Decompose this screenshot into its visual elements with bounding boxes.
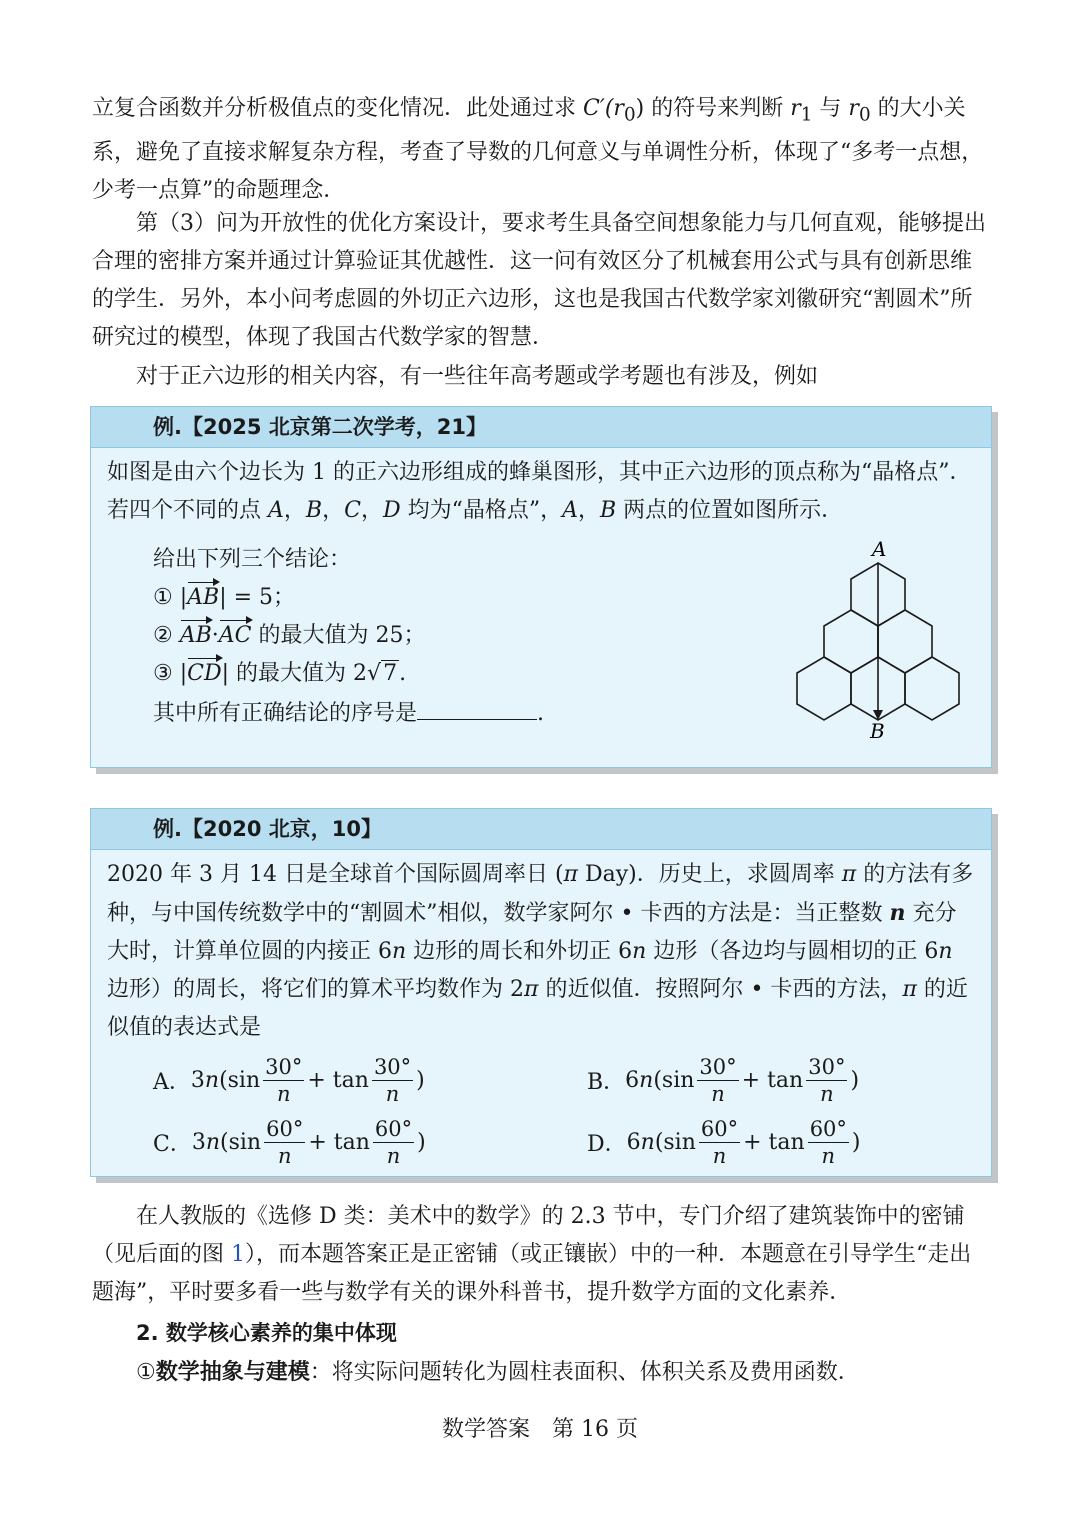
intro-paragraph-3: 对于正六边形的相关内容，有一些往年高考题或学考题也有涉及，例如 [136,364,819,389]
option-c[interactable]: C． 3 n (sin $\frac{60^\circ}{n}$ + tan $\frac{60^\circ}{n}$ ) [153,1116,426,1168]
example-2-statement: 2020 年 3 月 14 日是全球首个国际圆周率日 (π Day)．历史上，求圆周率 π 的方法有多种，与中国传统数学中的“割圆术”相似，数学家阿尔 • 卡西的方法是：当正整数 n 充分大时，计算单位圆的内接正 6n 边形的周长和外切正 6n 边形（各边均与圆相切的正 6n 边形）的周长，将它们的算术平均数作为 2π 的近似值．按照阿尔 • 卡西的方法，π 的近似值的表达式是 [107,862,974,1040]
intro-paragraph-2: 第（3）问为开放性的优化方案设计，要求考生具备空间想象能力与几何直观，能够提出合理的密排方案并通过计算验证其优越性．这一问有效区分了机械套用公式与具有创新思维的学生．另外，本小问考虑圆的外切正六边形，这也是我国古代数学家刘徽研究“割圆术”所研究过的模型，体现了我国古代数学家的智慧． [92,211,986,350]
label-a: A [872,540,887,561]
conclusion-3: ③ |CD| 的最大值为 2√7. [153,655,544,693]
honeycomb-figure [792,540,972,740]
page-footer: 数学答案 第 16 页 [442,1417,638,1442]
label-b: B [870,719,885,740]
hexagon-bottom-right [905,657,959,720]
conclusion-1: ① |AB| = 5； [153,579,544,617]
option-b[interactable]: B． 6 n (sin $\frac{30^\circ}{n}$ + tan $\frac{30^\circ}{n}$ ) [587,1054,860,1106]
core-literacy-item-1: ①数学抽象与建模：将实际问题转化为圆柱表面积、体积关系及费用函数． [136,1360,860,1385]
example-2-body [91,850,991,1047]
intro-paragraph-1: 立复合函数并分析极值点的变化情况．此处通过求 $C'(r_0)$ 的符号来判断 $r_1$ 与 $r_0$ 的大小关系，避免了直接求解复杂方程，考查了导数的几何意义与单调性分析，体现了“多考一点想，少考一点算”的命题理念． [92,96,984,204]
hexagon-middle-right [878,610,932,673]
example-1-header: 例.【2025 北京第二次学考，21】 [91,407,991,448]
example-1-statement: 如图是由六个边长为 1 的正六边形组成的蜂巢图形，其中正六边形的顶点称为“晶格点”．若四个不同的点 A，B，C，D 均为“晶格点”，A，B 两点的位置如图所示． [107,460,972,523]
hexagon-middle-left [824,610,878,673]
figure-1-link[interactable]: 1 [231,1242,245,1267]
option-d[interactable]: D． 6 n (sin $\frac{60^\circ}{n}$ + tan $\frac{60^\circ}{n}$ ) [587,1116,861,1168]
example-box-2 [90,808,992,1177]
conclusion-2: ② AB·AC 的最大值为 25； [153,617,544,655]
example-1-conclusions [153,541,544,731]
section-heading: 2. 数学核心素养的集中体现 [136,1321,397,1345]
hexagon-bottom-left [797,657,851,720]
example-1-question: 其中所有正确结论的序号是 . [153,693,544,731]
conclusions-intro: 给出下列三个结论： [153,547,352,572]
option-a[interactable]: A． 3 n (sin $\frac{30^\circ}{n}$ + tan $\frac{30^\circ}{n}$ ) [153,1054,425,1106]
answer-blank [417,693,537,720]
example-2-header: 例.【2020 北京，10】 [91,809,991,850]
example-1-body [91,448,991,530]
outro-paragraph: 在人教版的《选修 D 类：美术中的数学》的 2.3 节中，专门介绍了建筑装饰中的密铺（见后面的图 1），而本题答案正是正密铺（或正镶嵌）中的一种．本题意在引导学生“走出题海”，平时要多看一些与数学有关的课外科普书，提升数学方面的文化素养． [92,1204,972,1305]
